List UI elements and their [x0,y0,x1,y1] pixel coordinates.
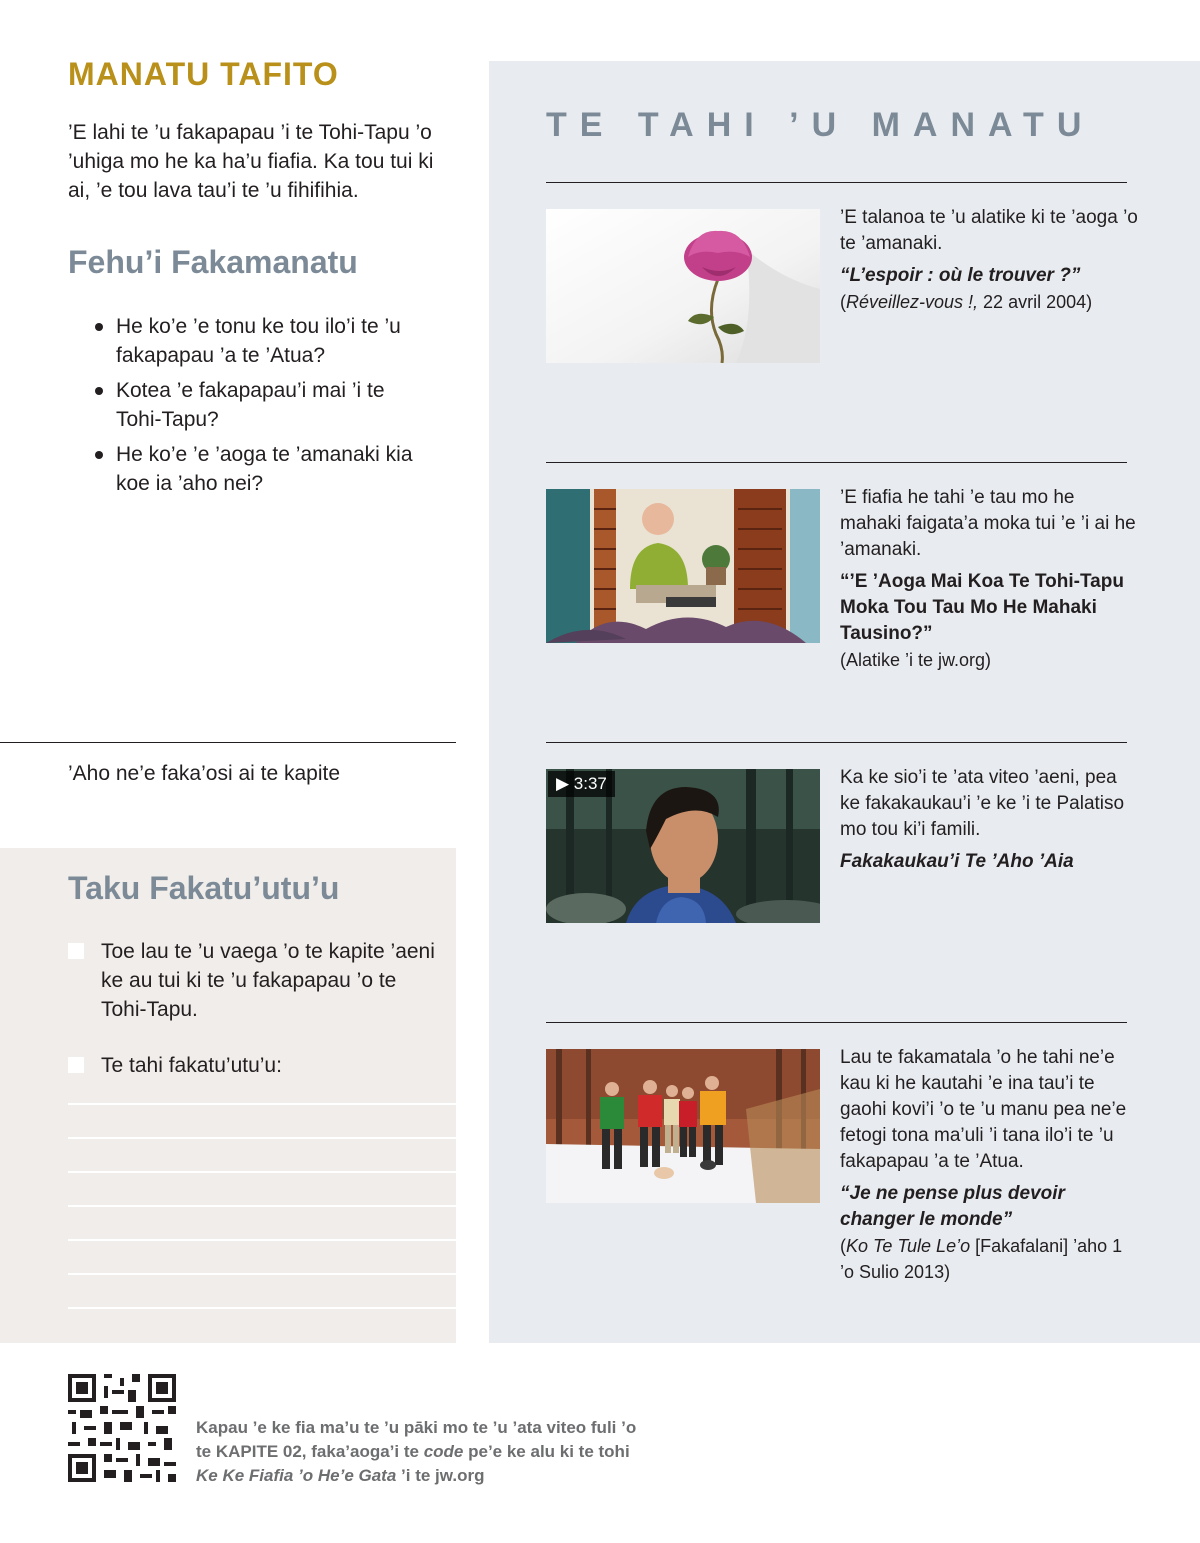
goals-panel [0,848,456,1343]
review-questions-list [92,312,432,504]
resource-source: (Ko Te Tule Le’o [Fakafalani] ’aho 1 ’o Sulio 2013) [840,1236,1123,1282]
bullet-icon [95,451,103,459]
writing-line[interactable] [68,1103,456,1105]
review-question: Kotea ’e fakapapau’i mai ’i te Tohi-Tapu? [92,376,432,434]
flower-image[interactable] [546,209,820,363]
divider [0,742,456,743]
resource-description: Lau te fakamatala ’o he tahi ne’e kau ki he kautahi ’e ina tau’i te gaohi kovi’i ’o te ’u manu pea ne’e fetogi tona ma’uli ’i tana ilo’i te ’u fakapapau ’a te ’Atua. [840,1047,1127,1172]
resource-item [840,485,1140,673]
resource-description: Ka ke sio’i te ’ata viteo ’aeni, pea ke fakakaukau’i ’e ke ’i te Palatiso mo tou ki’i famili. [840,767,1125,840]
bullet-icon [95,323,103,331]
review-questions-heading: Fehu’i Fakamanatu [68,244,358,280]
writing-line[interactable] [68,1137,456,1139]
resource-title-link[interactable]: “L’espoir : où le trouver ?” [840,265,1081,286]
man-in-wheelchair-icon [546,489,820,643]
divider [546,182,1127,183]
family-snow-image[interactable] [546,1049,820,1203]
resource-item [840,765,1140,875]
goal-item [68,1051,438,1080]
divider [546,462,1127,463]
resource-item [840,205,1140,315]
resource-source: (Réveillez-vous !, 22 avril 2004) [840,292,1093,312]
qr-code-icon[interactable] [68,1374,176,1482]
divider [546,1022,1127,1023]
man-window-image[interactable] [546,489,820,643]
video-duration-badge: ▶ 3:37 [548,771,615,797]
video-thumbnail[interactable] [546,769,820,923]
goal-text: Te tahi fakatu’utu’u: [101,1054,282,1077]
footer-note: Kapau ’e ke fia ma’u te ’u pāki mo te ’u ’ata viteo fuli ’o te KAPITE 02, faka’aoga’i te code pe’e ke alu ki te tohi Ke Ke Fiafia ’o He’e Gata ’i te jw.org [196,1418,637,1485]
writing-line[interactable] [68,1307,456,1309]
resource-description: ’E talanoa te ’u alatike ki te ’aoga ’o te ’amanaki. [840,207,1138,254]
resource-title-link[interactable]: “’E ’Aoga Mai Koa Te Tohi-Tapu Moka Tou Tau Mo He Mahaki Tausino?” [840,571,1124,644]
goal-checkbox[interactable] [68,1057,84,1073]
goals-heading: Taku Fakatu’utu’u [68,870,340,906]
divider [546,742,1127,743]
writing-line[interactable] [68,1171,456,1173]
goal-item [68,937,438,1024]
key-point-heading: MANATU TAFITO [68,56,339,92]
explore-more-heading: TE TAHI ’U MANATU [546,106,1095,144]
pink-flower-icon [546,209,820,363]
goal-checkbox[interactable] [68,943,84,959]
writing-line[interactable] [68,1205,456,1207]
chapter-completed-date-label: ’Aho ne’e faka’osi ai te kapite [68,762,341,785]
goal-text: Toe lau te ’u vaega ’o te kapite ’aeni ke au tui ki te ’u fakapapau ’o te Tohi-Tapu. [101,940,435,1021]
resource-title-link[interactable]: “Je ne pense plus devoir changer le monde” [840,1183,1065,1230]
resource-source: (Alatike ’i te jw.org) [840,650,992,670]
writing-line[interactable] [68,1239,456,1241]
review-question: He ko’e ’e tonu ke tou ilo’i te ’u fakapapau ’a te ’Atua? [92,312,432,370]
resource-description: ’E fiafia he tahi ’e tau mo he mahaki faigata’a moka tui ’e ’i ai he ’amanaki. [840,487,1136,560]
review-question: He ko’e ’e ’aoga te ’amanaki kia koe ia ’aho nei? [92,440,432,498]
intro-text: ’E lahi te ’u fakapapau ’i te Tohi-Tapu ’o ’uhiga mo he ka ha’u fiafia. Ka tou tui ki ai, ’e tou lava tau’i te ’u fihifihia. [68,121,434,202]
bullet-icon [95,387,103,395]
resource-item [840,1045,1140,1285]
writing-line[interactable] [68,1273,456,1275]
family-walking-icon [546,1049,820,1203]
video-title-link[interactable]: Fakakaukau’i Te ’Aho ’Aia [840,851,1074,872]
